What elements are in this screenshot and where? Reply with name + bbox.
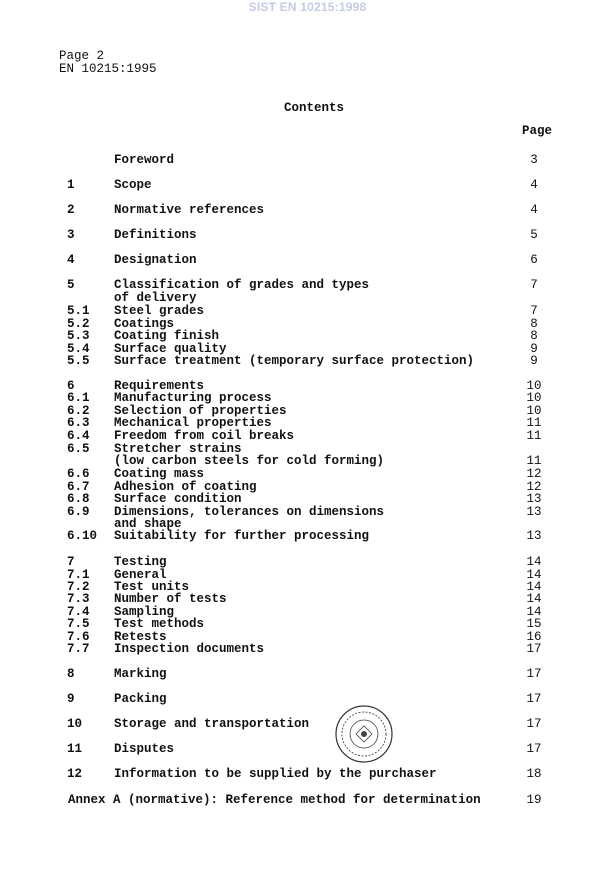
toc-entry <box>0 153 615 167</box>
toc-entry <box>0 742 615 756</box>
toc-entry <box>0 592 615 606</box>
toc-entry-page: 4 <box>530 203 538 217</box>
toc-entry <box>0 253 615 267</box>
toc-entry-title: Sampling <box>114 605 175 619</box>
toc-entry-number: 7 <box>67 555 75 569</box>
toc-entry-number: 7.6 <box>67 630 90 644</box>
toc-entry-number: 2 <box>67 203 75 217</box>
toc-entry-title: Selection of properties <box>114 404 287 418</box>
toc-entry-page: 16 <box>526 630 542 644</box>
toc-entry-page: 18 <box>526 767 542 781</box>
toc-entry-page: 17 <box>526 642 542 656</box>
toc-entry-title: Marking <box>114 667 167 681</box>
toc-entry-page: 4 <box>530 178 538 192</box>
toc-entry-number: 6.1 <box>67 391 90 405</box>
toc-entry-page: 17 <box>526 692 542 706</box>
toc-entry-number: 6.8 <box>67 492 90 506</box>
toc-entry <box>0 304 615 318</box>
toc-entry <box>0 203 615 217</box>
toc-entry-page: 13 <box>526 529 542 543</box>
toc-entry-number: 5 <box>67 278 75 292</box>
toc-entry-title: Steel grades <box>114 304 205 318</box>
toc-entry-title: Number of tests <box>114 592 227 606</box>
toc-entry-title: Normative references <box>114 203 265 217</box>
toc-entry-page: 17 <box>526 667 542 681</box>
toc-entry-page: 10 <box>526 404 542 418</box>
toc-entry-title: Testing <box>114 555 167 569</box>
toc-entry-page: 13 <box>526 505 542 519</box>
toc-entry <box>0 416 615 430</box>
toc-entry <box>0 717 615 731</box>
toc-entry-title: Surface treatment (temporary surface protection) <box>114 354 475 368</box>
toc-entry <box>0 354 615 368</box>
toc-entry-title: Adhesion of coating <box>114 480 257 494</box>
toc-entry-number: 6.6 <box>67 467 90 481</box>
toc-entry <box>0 793 615 807</box>
toc-entry-title: Packing <box>114 692 167 706</box>
toc-entry-page: 14 <box>526 592 542 606</box>
toc-entry-page: 14 <box>526 568 542 582</box>
toc-entry-number: 1 <box>67 178 75 192</box>
toc-entry-page: 7 <box>530 304 538 318</box>
toc-entry-number: 6.10 <box>67 529 98 543</box>
standard-label: EN 10215:1995 <box>59 62 157 76</box>
toc-entry-number: 11 <box>67 742 83 756</box>
toc-entry <box>0 391 615 405</box>
toc-entry-number: 6.9 <box>67 505 90 519</box>
watermark: SIST EN 10215:1998 <box>248 0 367 14</box>
toc-entry <box>0 617 615 631</box>
toc-entry-title: Stretcher strains <box>114 442 242 456</box>
toc-entry-title: Coatings <box>114 317 175 331</box>
toc-entry <box>0 429 615 443</box>
toc-entry <box>0 278 615 292</box>
toc-entry-title: Surface quality <box>114 342 227 356</box>
toc-entry-page: 8 <box>530 329 538 343</box>
toc-entry-number: 5.5 <box>67 354 90 368</box>
toc-entry-number: 8 <box>67 667 75 681</box>
toc-entry-title: Test units <box>114 580 190 594</box>
toc-entry <box>0 767 615 781</box>
toc-entry-title: Designation <box>114 253 197 267</box>
toc-entry-page: 3 <box>530 153 538 167</box>
toc-entry-number: 4 <box>67 253 75 267</box>
toc-entry-number: 3 <box>67 228 75 242</box>
toc-entry-number: 5.4 <box>67 342 90 356</box>
toc-entry-page: 11 <box>526 429 542 443</box>
toc-entry-title: Retests <box>114 630 167 644</box>
page-number-label: Page 2 <box>59 49 105 63</box>
toc-entry-title: Test methods <box>114 617 205 631</box>
toc-entry-page: 14 <box>526 580 542 594</box>
toc-entry <box>0 692 615 706</box>
toc-entry-page: 12 <box>526 467 542 481</box>
toc-entry-title: Foreword <box>114 153 175 167</box>
toc-entry-page: 13 <box>526 492 542 506</box>
toc-entry-title: Manufacturing process <box>114 391 272 405</box>
toc-entry-title: Requirements <box>114 379 205 393</box>
toc-entry-number: 10 <box>67 717 83 731</box>
toc-entry <box>0 467 615 481</box>
toc-entry <box>0 329 615 343</box>
toc-entry-title: General <box>114 568 167 582</box>
toc-entry-page: 11 <box>526 416 542 430</box>
toc-entry-title: Coating mass <box>114 467 205 481</box>
toc-entry-title: Annex A (normative): Reference method for determination <box>68 793 481 807</box>
toc-entry-page: 6 <box>530 253 538 267</box>
toc-entry-title: Suitability for further processing <box>114 529 370 543</box>
toc-entry-title: Information to be supplied by the purchaser <box>114 767 437 781</box>
toc-entry-number: 7.7 <box>67 642 90 656</box>
toc-entry-number: 6.3 <box>67 416 90 430</box>
toc-entry-page: 15 <box>526 617 542 631</box>
toc-entry <box>0 228 615 242</box>
toc-entry-page: 5 <box>530 228 538 242</box>
toc-entry-title: Surface condition <box>114 492 242 506</box>
toc-entry-title: Coating finish <box>114 329 220 343</box>
toc-entry-title: Definitions <box>114 228 197 242</box>
contents-title: Contents <box>284 101 345 115</box>
toc-entry <box>0 492 615 506</box>
toc-entry-page: 12 <box>526 480 542 494</box>
toc-entry-number: 6.7 <box>67 480 90 494</box>
toc-entry-title: (low carbon steels for cold forming) <box>114 454 385 468</box>
toc-entry <box>0 178 615 192</box>
official-seal-stamp-icon <box>334 704 394 764</box>
toc-entry-number: 7.3 <box>67 592 90 606</box>
toc-entry-page: 8 <box>530 317 538 331</box>
page-column-header: Page <box>522 124 553 138</box>
toc-entry <box>0 529 615 543</box>
toc-entry-number: 5.1 <box>67 304 90 318</box>
toc-entry-number: 6.4 <box>67 429 90 443</box>
toc-entry <box>0 291 615 305</box>
toc-entry <box>0 642 615 656</box>
toc-entry-number: 5.2 <box>67 317 90 331</box>
toc-entry-page: 17 <box>526 742 542 756</box>
toc-entry-number: 7.2 <box>67 580 90 594</box>
toc-entry-title: Scope <box>114 178 152 192</box>
toc-entry-page: 14 <box>526 605 542 619</box>
toc-entry-number: 7.1 <box>67 568 90 582</box>
toc-entry-title: Inspection documents <box>114 642 265 656</box>
toc-entry-title: Freedom from coil breaks <box>114 429 295 443</box>
toc-entry-number: 6.2 <box>67 404 90 418</box>
toc-entry-number: 7.5 <box>67 617 90 631</box>
toc-entry-title: of delivery <box>114 291 197 305</box>
toc-entry-number: 6 <box>67 379 75 393</box>
toc-entry-number: 6.5 <box>67 442 90 456</box>
toc-entry-page: 10 <box>526 391 542 405</box>
toc-entry-page: 11 <box>526 454 542 468</box>
toc-entry-title: Mechanical properties <box>114 416 272 430</box>
toc-entry-title: Disputes <box>114 742 175 756</box>
toc-entry-title: Dimensions, tolerances on dimensions <box>114 505 385 519</box>
toc-entry-title: Storage and transportation <box>114 717 310 731</box>
toc-entry-title: and shape <box>114 517 182 531</box>
toc-entry <box>0 667 615 681</box>
toc-entry-page: 14 <box>526 555 542 569</box>
toc-entry-number: 7.4 <box>67 605 90 619</box>
toc-entry <box>0 555 615 569</box>
toc-entry-number: 9 <box>67 692 75 706</box>
toc-entry-title: Classification of grades and types <box>114 278 370 292</box>
toc-entry-page: 9 <box>530 342 538 356</box>
toc-entry-page: 10 <box>526 379 542 393</box>
toc-entry-page: 7 <box>530 278 538 292</box>
toc-entry-page: 17 <box>526 717 542 731</box>
toc-entry <box>0 454 615 468</box>
toc-entry-page: 19 <box>526 793 542 807</box>
toc-entry-number: 5.3 <box>67 329 90 343</box>
toc-entry-page: 9 <box>530 354 538 368</box>
toc-entry-number: 12 <box>67 767 83 781</box>
